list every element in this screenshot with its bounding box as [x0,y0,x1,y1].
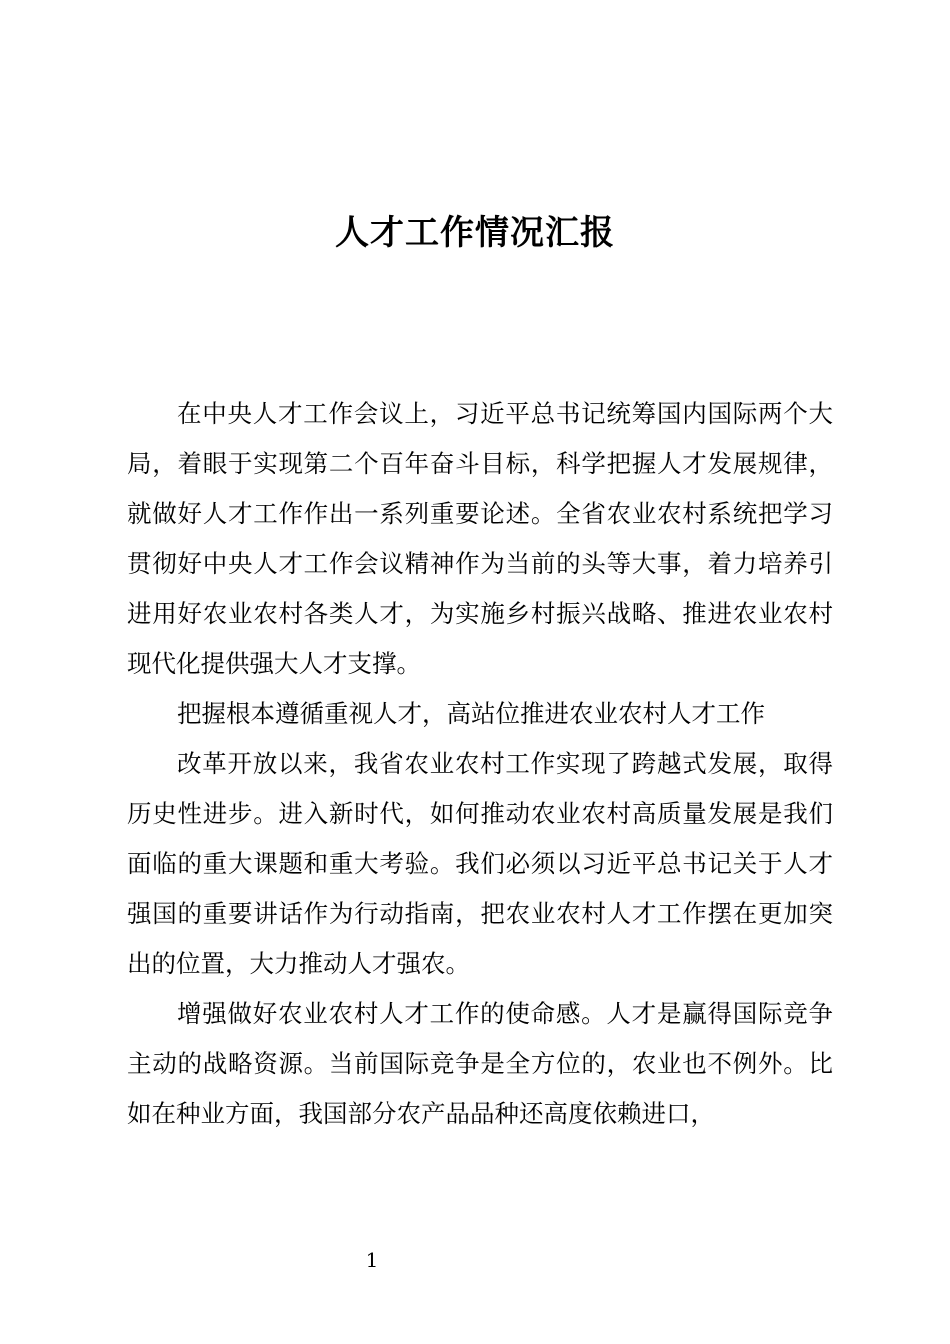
paragraph-intro: 在中央人才工作会议上，习近平总书记统筹国内国际两个大局，着眼于实现第二个百年奋斗目标，科学把握人才发展规律，就做好人才工作作出一系列重要论述。全省农业农村系统把学习贯彻好中央人才工作会议精神作为当前的头等大事，着力培养引进用好农业农村各类人才，为实施乡村振兴战略、推进农业农村现代化提供强大人才支撑。 [127,399,833,678]
paragraph-section-heading: 把握根本遵循重视人才，高站位推进农业农村人才工作 [177,699,765,728]
page-number: 1 [365,1248,379,1272]
paragraph-mission: 增强做好农业农村人才工作的使命感。人才是赢得国际竞争主动的战略资源。当前国际竞争是全方位的，农业也不例外。比如在种业方面，我国部分农产品品种还高度依赖进口， [127,999,833,1128]
paragraph-reform: 改革开放以来，我省农业农村工作实现了跨越式发展，取得历史性进步。进入新时代，如何推动农业农村高质量发展是我们面临的重大课题和重大考验。我们必须以习近平总书记关于人才强国的重要讲话作为行动指南，把农业农村人才工作摆在更加突出的位置，大力推动人才强农。 [127,749,833,978]
document-body [127,389,833,1139]
document-title: 人才工作情况汇报 [335,213,615,253]
